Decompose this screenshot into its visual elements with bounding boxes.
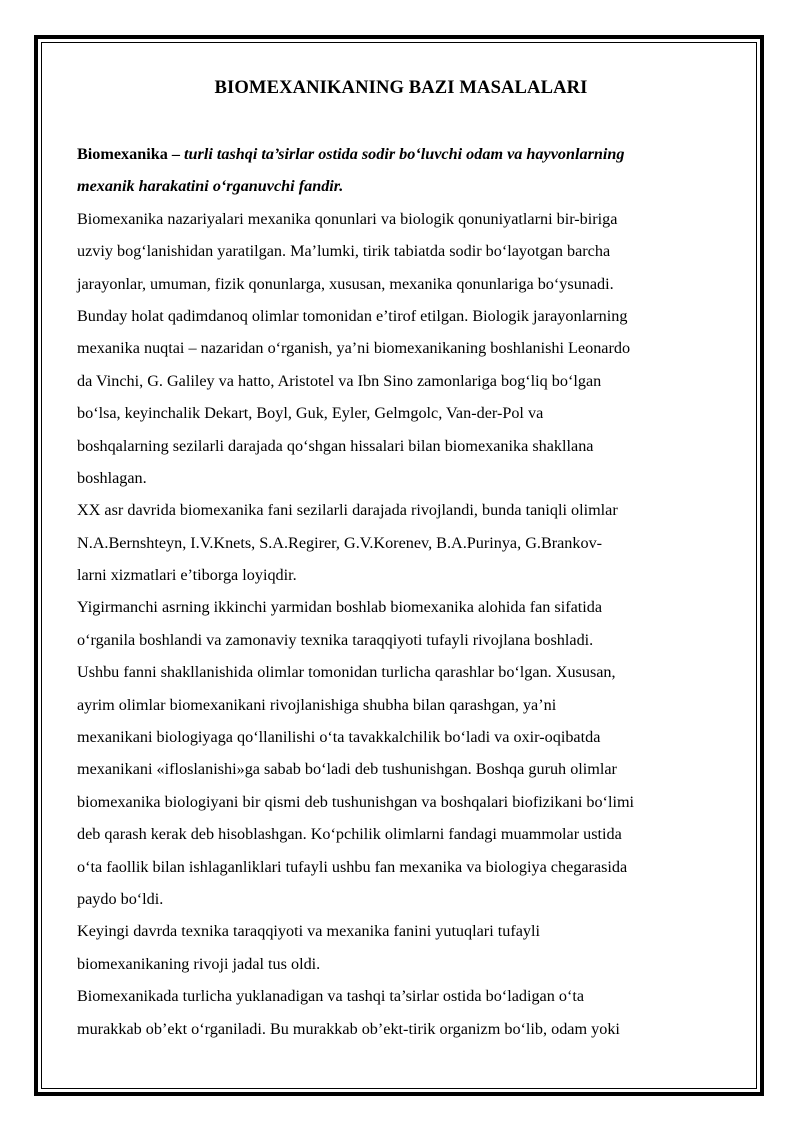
paragraph-line: Biomexanika nazariyalari mexanika qonunlari va biologik qonuniyatlarni bir-biriga (77, 209, 618, 228)
paragraph-line: Yigirmanchi asrning ikkinchi yarmidan boshlab biomexanika alohida fan sifatida (77, 598, 603, 617)
paragraph-line: jarayonlar, umuman, fizik qonunlarga, xususan, mexanika qonunlariga bo‘ysunadi. (77, 274, 614, 293)
definition-text-2: mexanik harakatini o‘rganuvchi fandir. (77, 177, 344, 196)
definition-paragraph (77, 138, 725, 203)
paragraph-line: paydo bo‘ldi. (77, 889, 164, 908)
paragraph-3 (77, 591, 725, 915)
paragraph-line: mexanika nuqtai – nazaridan o‘rganish, ya’ni biomexanikaning boshlanishi Leonardo (77, 339, 631, 358)
paragraph-line: Biomexanikada turlicha yuklanadigan va tashqi ta’sirlar ostida bo‘ladigan o‘ta (77, 987, 585, 1006)
definition-text-1: turli tashqi ta’sirlar ostida sodir bo‘luvchi odam va hayvonlarning (179, 145, 625, 163)
paragraph-line: N.A.Bernshteyn, I.V.Knets, S.A.Regirer, G.V.Korenev, B.A.Purinya, G.Brankov- (77, 533, 603, 552)
paragraph-1 (77, 203, 725, 495)
paragraph-line: ayrim olimlar biomexanikani rivojlanishiga shubha bilan qarashgan, ya’ni (77, 695, 557, 714)
paragraph-line: mexanikani «ifloslanishi»ga sabab bo‘ladi deb tushunishgan. Boshqa guruh olimlar (77, 760, 617, 779)
paragraph-line: biomexanikaning rivoji jadal tus oldi. (77, 954, 321, 973)
paragraph-line: larni xizmatlari e’tiborga loyiqdir. (77, 566, 297, 585)
paragraph-line: deb qarash kerak deb hisoblashgan. Ko‘pchilik olimlarni fandagi muammolar ustida (77, 825, 622, 844)
paragraph-line: uzviy bog‘lanishidan yaratilgan. Ma’lumki, tirik tabiatda sodir bo‘layotgan barcha (77, 242, 611, 261)
paragraph-line: boshlagan. (77, 468, 147, 487)
paragraph-line: o‘ta faollik bilan ishlaganliklari tufayli ushbu fan mexanika va biologiya chegarasida (77, 857, 628, 876)
paragraph-line: Ushbu fanni shakllanishida olimlar tomonidan turlicha qarashlar bo‘lgan. Xususan, (77, 663, 616, 682)
paragraph-line: bo‘lsa, keyinchalik Dekart, Boyl, Guk, Eyler, Gelmgolc, Van-der-Pol va (77, 404, 544, 423)
document-body (77, 72, 725, 1045)
paragraph-line: Bunday holat qadimdanoq olimlar tomonidan e’tirof etilgan. Biologik jarayonlarning (77, 306, 628, 325)
paragraph-5 (77, 980, 725, 1045)
paragraph-line: da Vinchi, G. Galiley va hatto, Aristotel va Ibn Sino zamonlariga bog‘liq bo‘lgan (77, 371, 602, 390)
paragraph-line: o‘rganila boshlandi va zamonaviy texnika taraqqiyoti tufayli rivojlana boshladi. (77, 630, 594, 649)
paragraph-2 (77, 494, 725, 591)
paragraph-line: XX asr davrida biomexanika fani sezilarli darajada rivojlandi, bunda taniqli olimlar (77, 501, 618, 520)
paragraph-line: mexanikani biologiyaga qo‘llanilishi o‘ta tavakkalchilik bo‘ladi va oxir-oqibatda (77, 728, 601, 747)
document-title: BIOMEXANIKANING BAZI MASALALARI (214, 77, 588, 98)
definition-line-2 (77, 170, 725, 202)
paragraph-line: Keyingi davrda texnika taraqqiyoti va mexanika fanini yutuqlari tufayli (77, 922, 540, 941)
paragraph-4 (77, 915, 725, 980)
paragraph-line: murakkab ob’ekt o‘rganiladi. Bu murakkab ob’ekt-tirik organizm bo‘lib, odam yoki (77, 1019, 620, 1038)
definition-line-1 (77, 138, 725, 170)
definition-term: Biomexanika – (77, 145, 180, 163)
paragraph-line: biomexanika biologiyani bir qismi deb tushunishgan va boshqalari biofizikani bo‘limi (77, 792, 635, 811)
paragraph-line: boshqalarning sezilarli darajada qo‘shgan hissalari bilan biomexanika shakllana (77, 436, 594, 455)
